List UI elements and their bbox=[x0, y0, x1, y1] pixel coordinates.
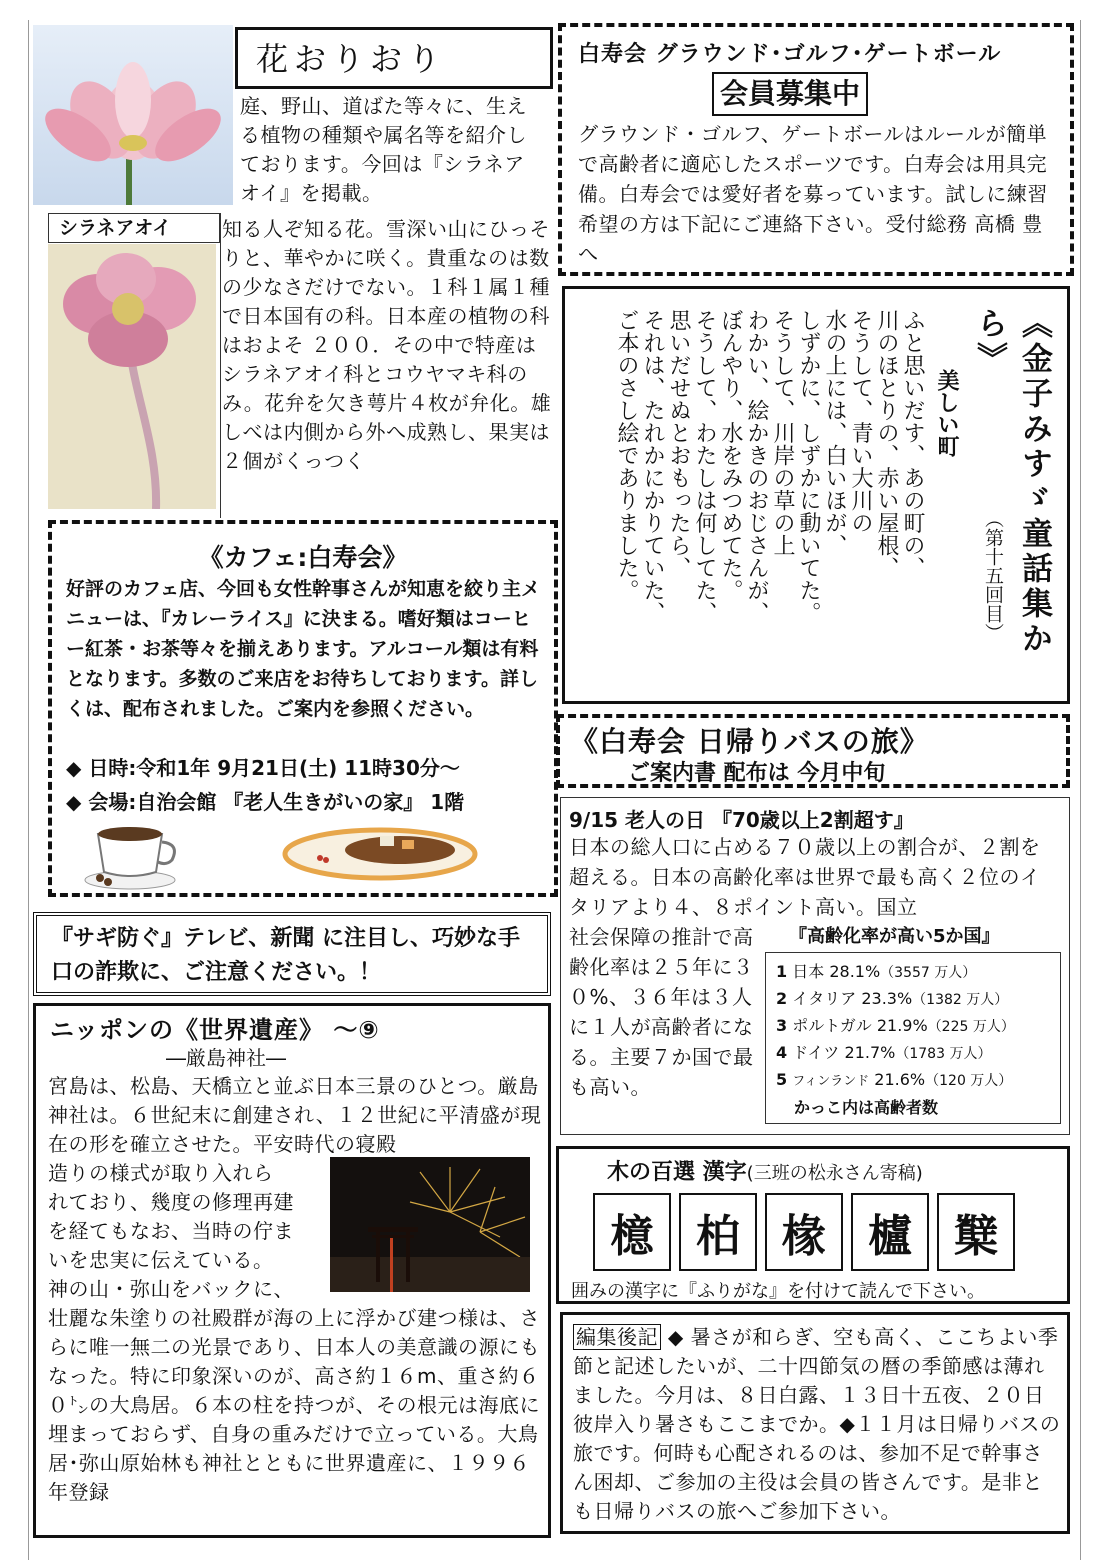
sagi-text: 『サギ防ぐ』テレビ、新聞 に注目し、巧妙な手口の詐欺に、ご注意ください。！ bbox=[51, 926, 521, 985]
heritage-wrap bbox=[48, 1159, 338, 1304]
aging-title: 9/15 老人の日 『70歳以上2割超す』 bbox=[569, 808, 914, 832]
heritage-line: いを忠実に伝えている。 bbox=[48, 1248, 274, 1272]
coffee-curry-illustration bbox=[80, 812, 480, 892]
hana-title-box bbox=[235, 27, 553, 89]
golf-sub: 会員募集中 bbox=[712, 72, 868, 116]
heritage-line: を経てもなお、当時の佇ま bbox=[48, 1219, 294, 1243]
anemone-photo bbox=[48, 244, 216, 509]
aging-table-title: 『高齢化率が高い5か国』 bbox=[789, 926, 1000, 947]
hana-intro: 庭、野山、道ばた等々に、生える植物の種類や属名等を紹介しております。今回は『シラネアオイ』を掲載。 bbox=[240, 94, 527, 205]
poem-line: そうして、わたしは何してた、 bbox=[692, 309, 717, 624]
poem-line: 思いだせぬとおもったら、 bbox=[666, 309, 691, 579]
editor-body: ◆ 暑さが和らぎ、空も高く、ここちよい季節と記述したいが、二十四節気の暦の季節感は薄れました。今月は、８日白露、１３日十五夜、２０日彼岸入り暑さもここまでか。◆１１月は日帰りバスの旅です。何時も心配されるのは、参加不足で幹事さん困却、ご参加の主役は会員の皆さんです。是非とも日帰りバスの旅へご参加下さい。 bbox=[573, 1325, 1061, 1523]
kanji-cell: 檍 bbox=[593, 1193, 671, 1271]
kanji-cell: 柏 bbox=[679, 1193, 757, 1271]
kanji-contrib: (三班の松永さん寄稿) bbox=[746, 1163, 923, 1184]
kanji-cell: 櫱 bbox=[937, 1193, 1015, 1271]
lotus-photo bbox=[33, 25, 233, 205]
poem-line: しずかに、しずかに動いてた。 bbox=[796, 309, 821, 624]
aging-row: 5 フィンランド 21.6%（120 万人） bbox=[776, 1070, 1013, 1089]
golf-body: グラウンド・ゴルフ、ゲートボールはルールが簡単で高齢者に適応したスポーツです。白寿会は用具完備。白寿会では愛好者を募っています。試しに練習希望の方は下記にご連絡下さい。受付総務 高橋 豊へ bbox=[578, 122, 1048, 266]
golf-box bbox=[558, 23, 1074, 276]
bus-title: 《白寿会 日帰りバスの旅》 bbox=[570, 725, 929, 758]
heritage-line: 神の山・弥山をバックに、 bbox=[48, 1277, 294, 1301]
heritage-sub: ―厳島神社― bbox=[166, 1046, 286, 1070]
cafe-title: 《カフェ:白寿会》 bbox=[198, 543, 408, 572]
poem-line: そうして、川岸の草の上 bbox=[770, 309, 795, 557]
cafe-venue: ◆ 会場:自治会館 『老人生きがいの家』 1階 bbox=[66, 790, 465, 814]
heritage-body-rest: 壮麗な朱塗りの社殿群が海の上に浮かび建つ様は、さらに唯一無二の光景であり、日本人の美意識の源にもなった。特に印象深いのが、高さ約１６m、重さ約６０㌧の大鳥居。６本の柱を持つが、その根元は海底に埋まっておらず、自身の重みだけで立っている。大鳥居･弥山原始林も神社とともに世界遺産に、１９９６年登録 bbox=[48, 1306, 540, 1504]
poem-line: わかい、絵かきのおじさんが、 bbox=[744, 309, 769, 624]
kanji-grid bbox=[593, 1193, 1015, 1271]
kanji-cell: 椽 bbox=[765, 1193, 843, 1271]
aging-row: 2 イタリア 23.3%（1382 万人） bbox=[776, 989, 1009, 1008]
kanji-title-row bbox=[607, 1155, 923, 1186]
kanji-title: 木の百選 漢字 bbox=[607, 1160, 747, 1185]
aging-row: 1 日本 28.1%（3557 万人） bbox=[776, 962, 977, 981]
hana-title: 花おりおり bbox=[256, 40, 447, 78]
aging-body-top: 日本の総人口に占める７０歳以上の割合が、２割を超える。日本の高齢化率は世界で最も高く２位のイタリアより４、８ポイント高い。国立 bbox=[569, 835, 1041, 919]
misuzu-episode: （第十五回目） bbox=[982, 509, 1004, 642]
hana-body: 知る人ぞ知る花。雪深い山にひっそりと、華やかに咲く。貴重なのは数の少なさだけでない。１科１属１種で日本国有の科。日本産の植物の科はおよそ ２００．その中で特産はシラネアオイ科とコウヤマキ科のみ。花弁を欠き萼片４枚が弁化。雄しべは内側から外へ成熟し、果実は２個がくっつく bbox=[222, 217, 552, 473]
heritage-body: 宮島は、松島、天橋立と並ぶ日本三景のひとつ。厳島神社は。６世紀末に創建され、１２世紀に平清盛が現在の形を確立させた。平安時代の寝殿 bbox=[48, 1074, 542, 1156]
editor-label: 編集後記 bbox=[573, 1324, 661, 1350]
torii-fireworks-photo bbox=[330, 1157, 530, 1292]
editor-box bbox=[560, 1312, 1070, 1534]
aging-box bbox=[560, 797, 1070, 1135]
aging-note: かっこ内は高齢者数 bbox=[794, 1098, 939, 1117]
misuzu-box bbox=[562, 286, 1070, 704]
poem-body bbox=[613, 309, 925, 699]
heritage-line: れており、幾度の修理再建 bbox=[48, 1190, 294, 1214]
aging-row: 3 ポルトガル 21.9%（225 万人） bbox=[776, 1016, 1015, 1035]
kanji-footer: 囲みの漢字に『ふりがな』を付けて読んで下さい。 bbox=[571, 1281, 985, 1302]
poem-line: 川のほとりの、赤い屋根、 bbox=[874, 309, 899, 579]
divider bbox=[220, 213, 221, 518]
poem-line: ご本のさし絵でありました。 bbox=[614, 309, 639, 602]
cafe-date: ◆ 日時:令和1年 9月21日(土) 11時30分～ bbox=[66, 756, 460, 780]
poem-line: それは、たれかにかりていた、 bbox=[640, 309, 665, 624]
sagi-box bbox=[33, 912, 551, 996]
aging-row: 4 ドイツ 21.7%（1783 万人） bbox=[776, 1043, 992, 1062]
editor-text bbox=[573, 1323, 1061, 1526]
kanji-box bbox=[556, 1146, 1070, 1304]
poem-line: 水の上には、白いほが、 bbox=[822, 309, 847, 557]
golf-title: 白寿会 グラウンド･ゴルフ･ゲートボール bbox=[578, 42, 1002, 67]
poem-line: そうして、青い大川の bbox=[848, 309, 873, 534]
plant-label: シラネアオイ bbox=[48, 213, 220, 243]
poem-line: ふと思いだす、あの町の、 bbox=[900, 309, 925, 579]
cafe-body: 好評のカフェ店、今回も女性幹事さんが知恵を絞り主メニューは、『カレーライス』に決まる。嗜好類はコーヒー紅茶・お茶等々を揃えあります。アルコール類は有料となります。多数のご来店をお待ちしております。詳しくは、配布されました。ご案内を参照ください。 bbox=[66, 578, 541, 720]
bus-sub: ご案内書 配布は 今月中旬 bbox=[628, 761, 886, 786]
heritage-title: ニッポンの《世界遺産》 ～⑨ bbox=[50, 1016, 380, 1044]
poem-line: ぼんやり、水をみつめてた。 bbox=[718, 309, 743, 602]
aging-body-left: 社会保障の推計で高齢化率は２５年に３０%、３６年は３人 に１人が高齢者になる。主要７か国で最も高い。 bbox=[569, 925, 754, 1099]
kanji-cell: 櫨 bbox=[851, 1193, 929, 1271]
aging-table bbox=[765, 952, 1061, 1124]
misuzu-title: 《金子みすゞ童話集から》 bbox=[971, 307, 1052, 657]
heritage-line: 造りの様式が取り入れら bbox=[48, 1161, 274, 1185]
bus-box bbox=[556, 714, 1070, 788]
poem-title: 美しい町 bbox=[934, 369, 959, 457]
